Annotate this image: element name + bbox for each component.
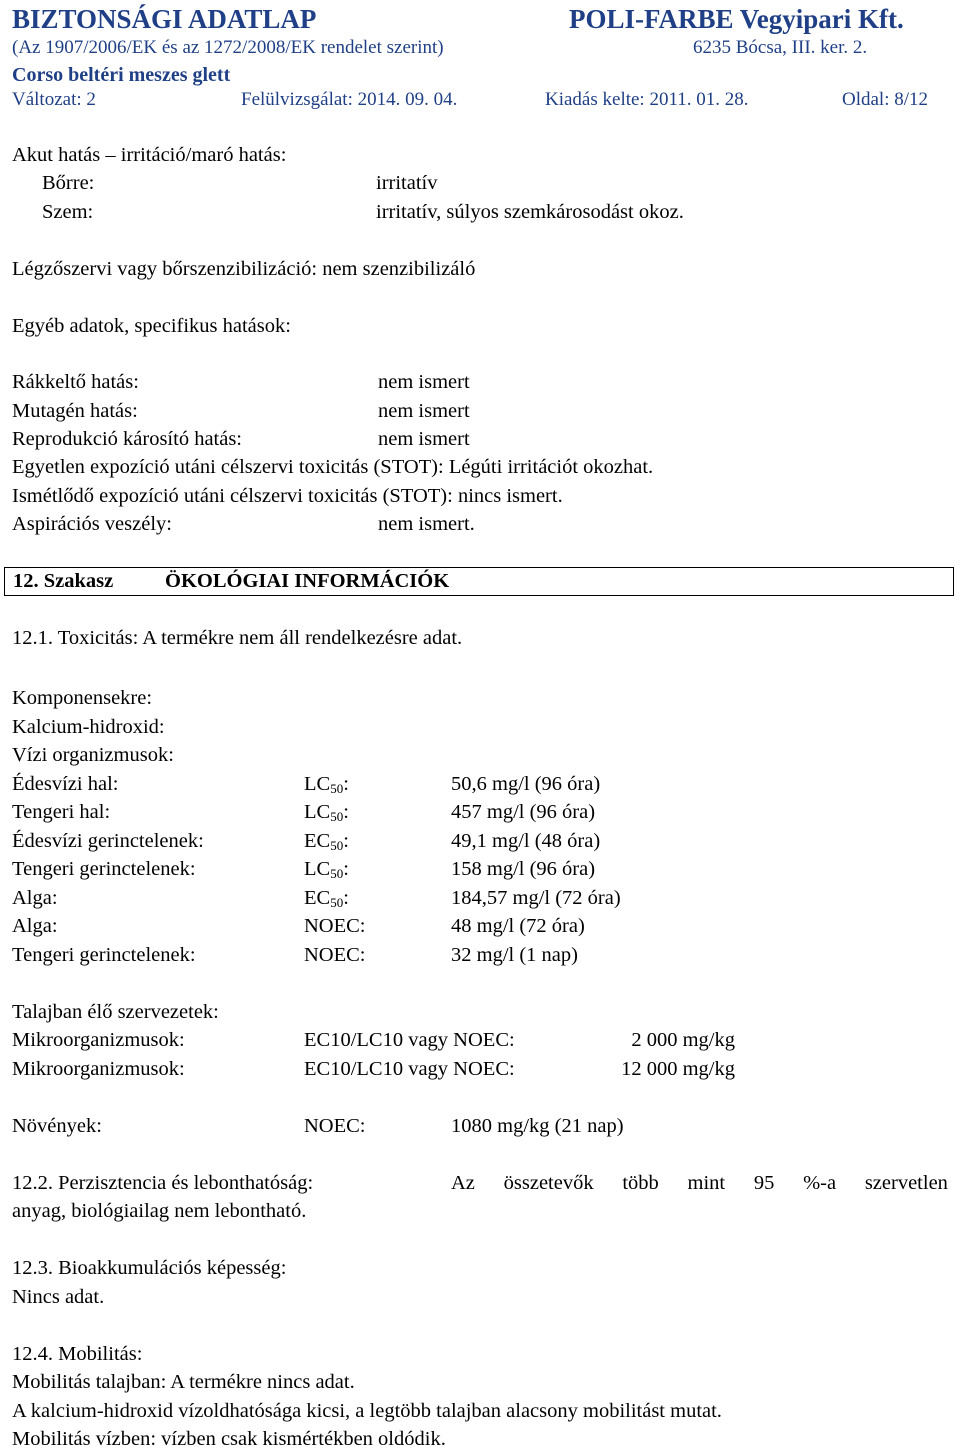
aquatic-metric: NOEC: — [304, 944, 366, 966]
persistence-word: szervetlen — [864, 1172, 948, 1194]
company-address: 6235 Bócsa, III. ker. 2. — [693, 37, 868, 58]
plants-organism: Növények: — [12, 1115, 102, 1137]
persistence-word: mint — [687, 1172, 726, 1194]
aquatic-value: 32 mg/l (1 nap) — [451, 944, 578, 966]
mobility-soil: Mobilitás talajban: A termékre nincs adat. — [12, 1371, 355, 1393]
soil-metric: EC10/LC10 vagy NOEC: — [304, 1058, 515, 1080]
mobility-label: 12.4. Mobilitás: — [12, 1343, 143, 1365]
mobility-calcium: A kalcium-hidroxid vízoldhatósága kicsi, a legtöbb talajban alacsony mobilitást mutat. — [12, 1400, 722, 1422]
section-number: 12. Szakasz — [13, 570, 114, 592]
bioaccumulation-label: 12.3. Bioakkumulációs képesség: — [12, 1257, 287, 1279]
skin-label: Bőrre: — [42, 172, 95, 194]
aquatic-metric: $LC_{50}$: — [304, 801, 349, 824]
mobility-water: Mobilitás vízben: vízben csak kismértékben oldódik. — [12, 1428, 446, 1450]
revision-date: Felülvizsgálat: 2014. 09. 04. — [241, 89, 458, 110]
plants-metric: NOEC: — [304, 1115, 366, 1137]
toxicity-line: 12.1. Toxicitás: A termékre nem áll rendelkezésre adat. — [12, 627, 463, 649]
aquatic-label: Vízi organizmusok: — [12, 744, 174, 766]
persistence-label: 12.2. Perzisztencia és lebonthatóság: — [12, 1172, 314, 1194]
reproductive-label: Reprodukció károsító hatás: — [12, 428, 243, 450]
version-info: Változat: 2 — [12, 89, 96, 110]
issue-date: Kiadás kelte: 2011. 01. 28. — [545, 89, 749, 110]
document-title: BIZTONSÁGI ADATLAP — [12, 4, 317, 34]
persistence-word: %-a — [803, 1172, 837, 1194]
persistence-text — [451, 1169, 948, 1198]
components-label: Komponensekre: — [12, 687, 153, 709]
aquatic-metric: $EC_{50}$: — [304, 887, 349, 910]
carcinogenic-label: Rákkeltő hatás: — [12, 371, 139, 393]
component-name: Kalcium-hidroxid: — [12, 716, 165, 738]
stot-single-line: Egyetlen expozíció utáni célszervi toxicitás (STOT): Légúti irritációt okozhat. — [12, 456, 654, 478]
eye-label: Szem: — [42, 201, 94, 223]
soil-label: Talajban élő szervezetek: — [12, 1001, 219, 1023]
section-header-box — [4, 567, 954, 596]
skin-value: irritatív — [376, 172, 438, 194]
aquatic-organism: Alga: — [12, 915, 58, 937]
section-title: ÖKOLÓGIAI INFORMÁCIÓK — [165, 570, 450, 592]
persistence-line2: anyag, biológiailag nem lebontható. — [12, 1200, 307, 1222]
aquatic-organism: Édesvízi gerinctelenek: — [12, 830, 204, 852]
aquatic-organism: Tengeri gerinctelenek: — [12, 944, 196, 966]
company-name: POLI-FARBE Vegyipari Kft. — [569, 4, 904, 34]
aquatic-metric: $LC_{50}$: — [304, 773, 349, 796]
aquatic-value: 50,6 mg/l (96 óra) — [451, 773, 601, 795]
reproductive-value: nem ismert — [378, 428, 470, 450]
regulation-note: (Az 1907/2006/EK és az 1272/2008/EK rendelet szerint) — [12, 37, 444, 58]
sensitization-line: Légzőszervi vagy bőrszenzibilizáció: nem szenzibilizáló — [12, 258, 476, 280]
aquatic-organism: Tengeri hal: — [12, 801, 111, 823]
carcinogenic-value: nem ismert — [378, 371, 470, 393]
bioaccumulation-value: Nincs adat. — [12, 1286, 105, 1308]
other-data-heading: Egyéb adatok, specifikus hatások: — [12, 315, 291, 337]
soil-value: 2 000 mg/kg — [631, 1029, 735, 1051]
persistence-word: 95 — [753, 1172, 775, 1194]
plants-value: 1080 mg/kg (21 nap) — [451, 1115, 624, 1137]
aquatic-value: 184,57 mg/l (72 óra) — [451, 887, 621, 909]
persistence-word: több — [622, 1172, 659, 1194]
soil-value: 12 000 mg/kg — [621, 1058, 735, 1080]
mutagenic-value: nem ismert — [378, 400, 470, 422]
aquatic-organism: Édesvízi hal: — [12, 773, 119, 795]
soil-organism: Mikroorganizmusok: — [12, 1058, 185, 1080]
aquatic-metric: NOEC: — [304, 915, 366, 937]
aspiration-label: Aspirációs veszély: — [12, 513, 172, 535]
acute-heading: Akut hatás – irritáció/maró hatás: — [12, 144, 287, 166]
soil-organism: Mikroorganizmusok: — [12, 1029, 185, 1051]
aquatic-value: 158 mg/l (96 óra) — [451, 858, 596, 880]
stot-repeated-line: Ismétlődő expozíció utáni célszervi toxicitás (STOT): nincs ismert. — [12, 485, 563, 507]
aquatic-value: 48 mg/l (72 óra) — [451, 915, 585, 937]
aspiration-value: nem ismert. — [378, 513, 475, 535]
page-number: Oldal: 8/12 — [842, 89, 929, 110]
eye-value: irritatív, súlyos szemkárosodást okoz. — [376, 201, 684, 223]
mutagenic-label: Mutagén hatás: — [12, 400, 138, 422]
aquatic-organism: Tengeri gerinctelenek: — [12, 858, 196, 880]
product-name: Corso beltéri meszes glett — [12, 64, 231, 86]
persistence-word: Az — [451, 1172, 475, 1194]
aquatic-value: 49,1 mg/l (48 óra) — [451, 830, 601, 852]
soil-metric: EC10/LC10 vagy NOEC: — [304, 1029, 515, 1051]
aquatic-organism: Alga: — [12, 887, 58, 909]
persistence-word: összetevők — [503, 1172, 594, 1194]
aquatic-metric: $LC_{50}$: — [304, 858, 349, 881]
aquatic-metric: $EC_{50}$: — [304, 830, 349, 853]
aquatic-value: 457 mg/l (96 óra) — [451, 801, 596, 823]
